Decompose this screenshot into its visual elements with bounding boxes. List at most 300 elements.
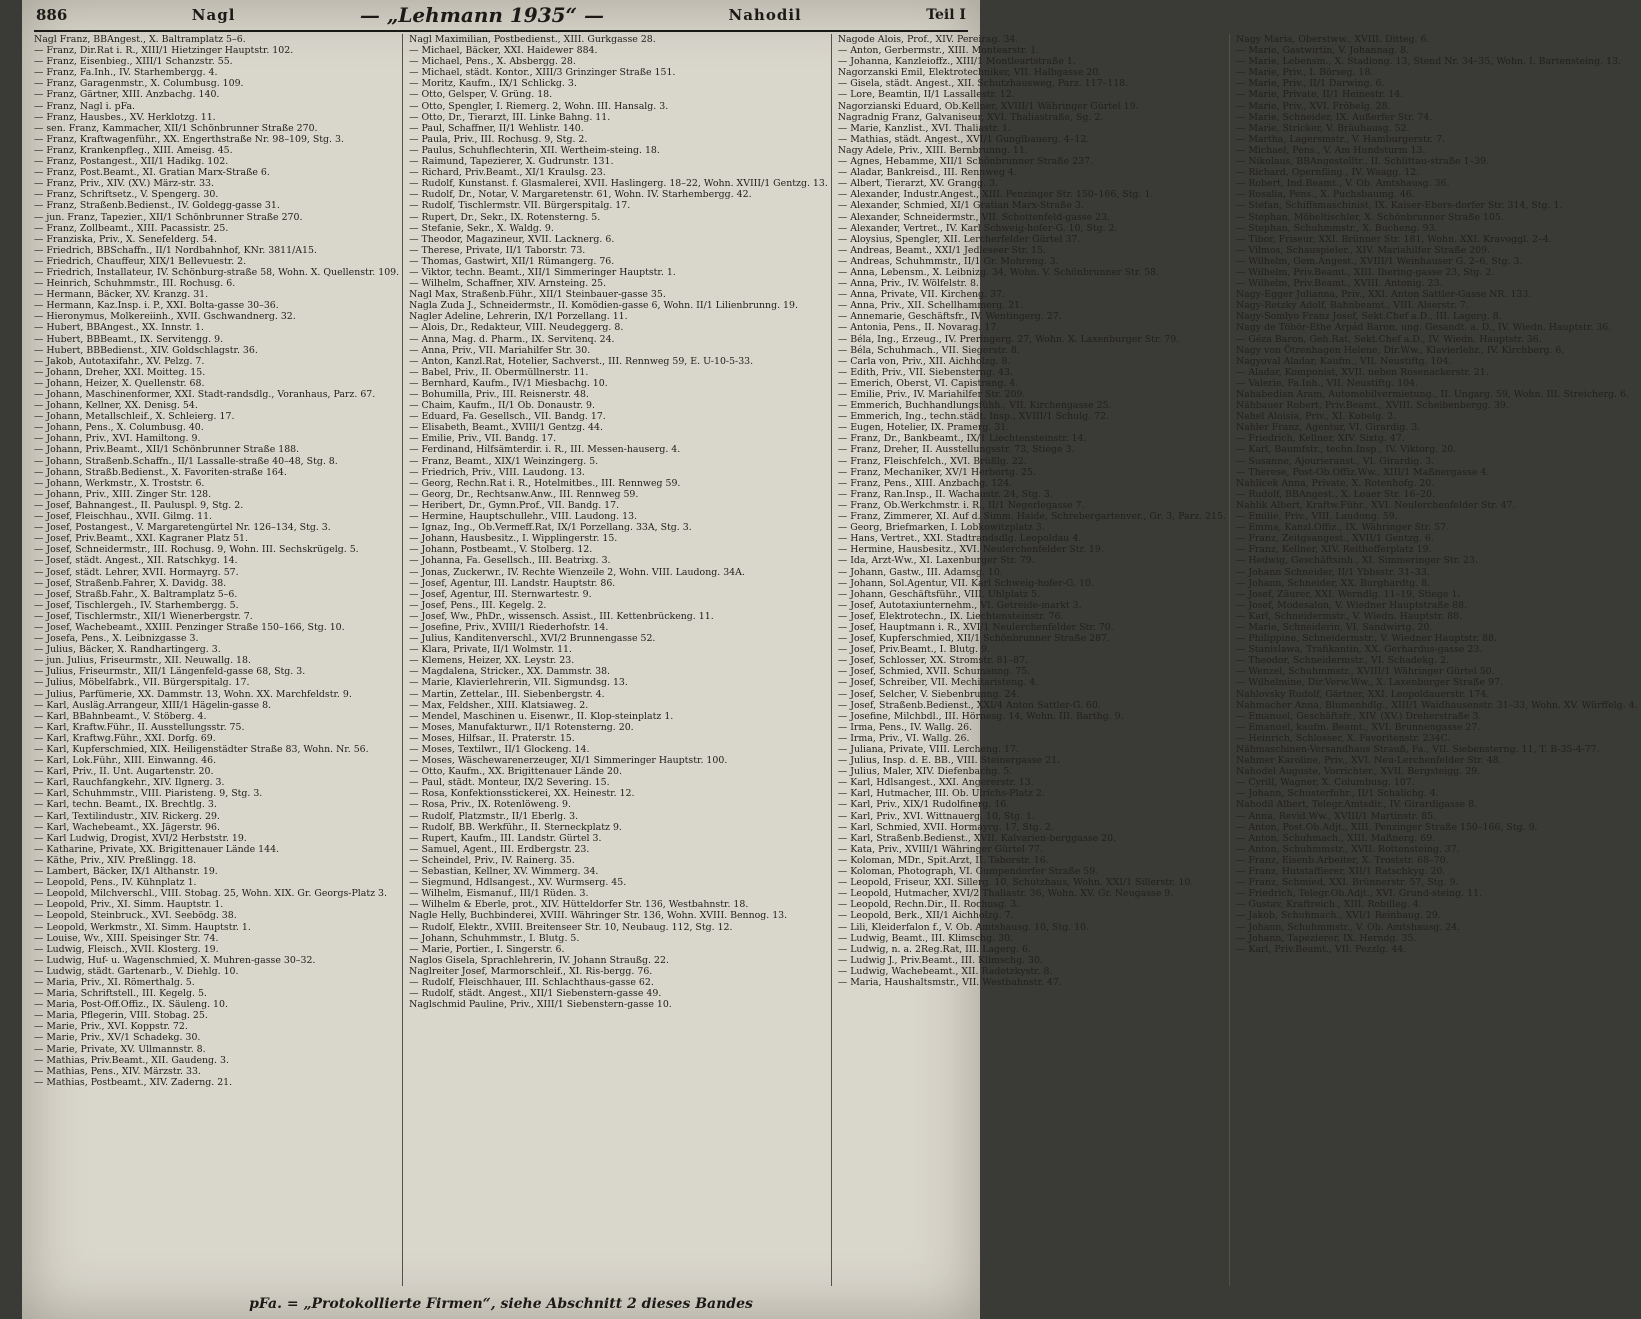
- directory-entry: — Moses, Textilwr., II/1 Glockeng. 14.: [409, 744, 590, 755]
- directory-entry: — Thomas, Gastwirt, XII/1 Rümangerg. 76.: [409, 255, 615, 267]
- directory-entry: — Josef, Priv.Beamt., XXI. Kagraner Platz 51.: [34, 533, 249, 545]
- directory-entry: — Leopold, Friseur, XXI. Sillerg. 10, Schutzhaus, Wohn. XXI/1 Sillerstr. 10.: [837, 877, 1194, 889]
- directory-entry: — Johann, Priv.Beamt., XII/1 Schönbrunner Straße 188.: [34, 444, 300, 456]
- directory-entry: — Paul, städt. Monteur, IX/2 Severing. 15.: [409, 777, 610, 789]
- directory-entry: — Franz, Postangest., XII/1 Hadikg. 102.: [34, 156, 229, 168]
- directory-entry: — Franz, Ran.Insp., II. Wachaustr. 24, Stg. 3.: [837, 488, 1053, 500]
- directory-entry: — Wilhelm, Priv.Beamt., XIII. Ihering-gasse 23, Stg. 2.: [1235, 266, 1495, 278]
- directory-entry: — Anna, Priv., IV. Wölfelstr. 8.: [837, 278, 979, 290]
- directory-entry: — Maria, Haushaltsmstr., VII. Westbahnstr. 47.: [837, 976, 1062, 988]
- directory-entry: — Karl, Lok.Führ., XIII. Einwanng. 46.: [34, 755, 217, 767]
- directory-entry: Nagle Helly, Buchbinderei, XVIII. Währinger Str. 136, Wohn. XVIII. Bennog. 13.: [409, 910, 788, 922]
- publication-title: — „Lehmann 1935“ —: [359, 3, 604, 27]
- directory-entry: — Susanne, Ajourieranst., VI. Girardig. 3.: [1235, 455, 1435, 467]
- directory-entry: — Heinrich, Schuhmmstr., III. Rochusg. 6.: [34, 278, 236, 290]
- directory-entry: — Franz, Dreher, II. Ausstellungsstr. 73, Stiege 3.: [837, 444, 1075, 456]
- directory-entry: — Julius, Kanditenverschl., XVI/2 Brunnengasse 52.: [409, 633, 656, 645]
- directory-entry: Nahler Franz, Agentur, VI. Girardig. 3.: [1235, 422, 1421, 434]
- directory-entry: — Johanna, Fa. Gesellsch., III. Beatrixg. 3.: [409, 555, 611, 567]
- directory-entry: — Ludwig, Fleisch., XVII. Klosterg. 19.: [34, 943, 219, 955]
- directory-entry: — Johann, Straßb.Bedienst., X. Favoriten-straße 164.: [34, 466, 287, 478]
- directory-entry: — Viktor, techn. Beamt., XII/1 Simmeringer Hauptstr. 1.: [409, 266, 676, 278]
- directory-entry: — Anton, Kanzl.Rat, Hotelier, Sachverst., III. Rennweg 59, E. U-10-5-33.: [409, 355, 754, 367]
- directory-entry: — Hubert, BBBedienst., XIV. Goldschlagstr. 36.: [34, 344, 258, 356]
- directory-entry: — Stefanie, Sekr., X. Waldg. 9.: [409, 222, 554, 234]
- directory-entry: — Franz, Ob.Werkchmstr. i. R., II/1 Negerlegasse 7.: [837, 499, 1085, 511]
- directory-entry: — Karl, Schuhmmstr., VIII. Piaristeng. 9, Stg. 3.: [34, 788, 263, 800]
- directory-entry: Nagl Max, Straßenb.Führ., XII/1 Steinbauer-gasse 35.: [409, 289, 666, 301]
- directory-entry: — Maria, Schriftstell., III. Kegelg. 5.: [34, 988, 207, 1000]
- directory-entry: — Leopold, Pens., IV. Kühnplatz 1.: [34, 877, 197, 889]
- directory-entry: — Josef, Kupferschmied, XII/1 Schönbrunner Straße 287.: [837, 633, 1110, 645]
- directory-entry: — Hubert, BBBeamt., IX. Servitengg. 9.: [34, 333, 224, 345]
- directory-entry: — Marie, Priv., II/1 Darwing. 6.: [1235, 78, 1385, 90]
- directory-entry: — Johann, Schusterfuhr., II/1 Schalichg. 4.: [1235, 788, 1439, 800]
- directory-entry: — Stefan, Schiffsmaschinist, IX. Kaiser-Ebers-dorfer Str. 314, Stg. 1.: [1235, 200, 1563, 212]
- directory-entry: — Julius, Maler, XIV. Diefenbachg. 5.: [837, 766, 1013, 778]
- directory-entry: — Marie, Lebensm., X. Stadiong. 13, Stend Nr. 34–35, Wohn. I. Bartensteing. 13.: [1235, 56, 1622, 68]
- directory-entry: — Wilhelm, Priv.Beamt., XVIII. Antonig. 23.: [1235, 278, 1443, 290]
- directory-entry: — Béla, Ing., Erzeug., IV. Preringerg. 27, Wohn. X. Laxenburger Str. 79.: [837, 333, 1180, 345]
- directory-entry: — Bernhard, Kaufm., IV/1 Miesbachg. 10.: [409, 377, 608, 389]
- directory-entry: — Richard, Opernfäng., IV. Waagg. 12.: [1235, 167, 1420, 179]
- directory-entry: — Emilie, Priv., IV. Mariahilfer Str. 209.: [837, 389, 1026, 400]
- directory-entry: — Rosalia, Pens., X. Puchsbaumg. 46.: [1235, 189, 1415, 201]
- directory-entry: — Sebastian, Kellner, XV. Wimmerg. 34.: [409, 866, 599, 878]
- directory-entry: — Friedrich, BBSchaffn., II/1 Nordbahnhof, KNr. 3811/A15.: [34, 244, 317, 256]
- directory-entry: — Béla, Schuhmach., VII. Siegerstr. 8.: [837, 344, 1020, 356]
- page-number: 886: [36, 6, 68, 24]
- directory-entry: — Hermann, Kaz.Insp. i. P., XXI. Bolta-gasse 30–36.: [34, 300, 279, 312]
- directory-entry: — Theodor, Schneidermstr., VI. Schadekg. 2.: [1235, 655, 1449, 667]
- directory-entry: — Wilhelm & Eberle, prot., XIV. Hütteldorfer Str. 136, Westbahnstr. 18.: [409, 899, 749, 911]
- directory-entry: — Emilie, Priv., VIII. Laudong. 59.: [1235, 511, 1398, 523]
- directory-entry: — Annemarie, Geschäftsfr., IV. Wentingerg. 27.: [837, 311, 1062, 323]
- directory-entry: — Josef, Agentur, III. Sternwartestr. 9.: [409, 588, 592, 600]
- directory-entry: Nagradnig Franz, Galvaniseur, XVI. Thaliastraße, Sg. 2.: [837, 111, 1104, 123]
- directory-entry: Nagorzianski Eduard, Ob.Kellner, XVIII/1 Währinger Gürtel 19.: [837, 100, 1139, 112]
- header-first-name: Nagl: [191, 6, 236, 24]
- directory-entry: Nagy von Ötrenhagen Helene, Dir.Ww., Klavierlehr., IV. Kirchberg. 6.: [1235, 344, 1565, 356]
- directory-entry: — Babel, Priv., II. Obermüllnerstr. 11.: [409, 366, 589, 378]
- directory-entry: Nagorzanski Emil, Elektrotechniker, VII. Halbgasse 20.: [837, 67, 1102, 79]
- directory-entry: — Leopold, Hutmacher, XVI/2 Thaliastr. 36, Wohn. XV. Gr. Neugasse 9.: [837, 888, 1174, 900]
- directory-entry: — Scheindel, Priv., IV. Rainerg. 35.: [409, 854, 575, 866]
- directory-entry: — Franz, Krankenpfleg., XIII. Ameisg. 45.: [34, 144, 233, 156]
- directory-entry: — Franz, Zollbeamt., XIII. Pacassistr. 25.: [34, 222, 229, 234]
- directory-entry: — Agnes, Hebamme, XII/1 Schönbrunner Straße 237.: [837, 156, 1094, 168]
- directory-entry: — Samuel, Agent., III. Erdbergstr. 23.: [409, 843, 590, 855]
- directory-entry: — Therese, Private, II/1 Taborstr. 73.: [409, 244, 586, 256]
- directory-entry: — Juliana, Private, VIII. Lercheng. 17.: [837, 744, 1019, 755]
- directory-entry: — Jonas, Zuckerwr., IV. Rechte Wienzeile 2, Wohn. VIII. Laudong. 34A.: [409, 566, 745, 578]
- directory-entry: — Otto, Dr., Tierarzt, III. Linke Bahng. 11.: [409, 111, 611, 123]
- directory-entry: — Marie, Private, II/1 Heinestr. 14.: [1235, 89, 1404, 101]
- directory-entry: — Emanuel, Geschäftsfr., XIV. (XV.) Dreherstraße 3.: [1235, 710, 1482, 722]
- directory-entry: Nahlik Albert, Kraftw.Führ., XVI. Neulerchenfelder Str. 47.: [1235, 499, 1516, 511]
- directory-entry: — Michael, städt. Kontor., XIII/3 Grinzinger Straße 151.: [409, 67, 676, 79]
- directory-entry: — Johann, Priv., XIII. Zinger Str. 128.: [34, 488, 212, 500]
- directory-entry: — Josef, Tischlergeh., IV. Starhembergg. 5.: [34, 599, 239, 611]
- directory-entry: — Moses, Manufakturwr., II/1 Rotensterng. 20.: [409, 721, 634, 733]
- directory-entry: — Karl, Priv., II. Unt. Augartenstr. 20.: [34, 766, 214, 778]
- directory-entry: Nagy-Egger Julianna, Priv., XXI. Anton Sattler-Gasse NR. 133.: [1235, 289, 1532, 301]
- directory-entry: — Martha, Lagersmstr., V. Hamburgerstr. 7.: [1235, 133, 1446, 145]
- directory-entry: — Karl, Schneidermstr., V. Wiedn. Hauptstr. 88.: [1235, 610, 1463, 622]
- directory-entry: — Marie, Schneiderin, VI. Sandwirtg. 20.: [1235, 621, 1433, 633]
- directory-entry: — Klemens, Heizer, XX. Leystr. 23.: [409, 655, 575, 667]
- directory-entry: — Rosa, Konfektionsstickerei, XX. Heinestr. 12.: [409, 788, 635, 800]
- directory-entry: — Michael, Pens., V. Am Hundsturm 13.: [1235, 144, 1426, 156]
- directory-entry: — Johann, Tapezierer, IX. Herndg. 35.: [1235, 932, 1417, 944]
- directory-entry: — Josef, Schlosser, XX. Stromstr. 81–87.: [837, 655, 1029, 667]
- directory-entry: Nagler Adeline, Lehrerin, IX/1 Porzellang. 11.: [409, 311, 628, 323]
- directory-entry: — Marie, Schneider, IX. Außerfer Str. 74.: [1235, 111, 1433, 123]
- directory-entry: — Franz, Hutstaffierer, XII/1 Ratschkyg. 20.: [1235, 866, 1446, 878]
- directory-entry: — Magdalena, Stricker., XX. Dammstr. 38.: [409, 666, 611, 678]
- volume-part: Teil I: [926, 7, 966, 23]
- directory-entry: — Franz, Zeitgsangest., XVII/1 Gentzg. 6.: [1235, 533, 1434, 545]
- directory-entry: — Franz, Pens., XIII. Anzbachg. 124.: [837, 477, 1013, 489]
- directory-entry: — Wilhelm, Gem.Angest., XVIII/1 Weinhauser G. 2–6, Stg. 3.: [1235, 255, 1523, 267]
- directory-entry: — Julius, Insp. d. E. BB., VIII. Steinergasse 21.: [837, 755, 1061, 767]
- directory-entry: — Jakob, Autotaxifahr., XV. Pelzg. 7.: [34, 355, 205, 367]
- directory-entry: — Julius, Bäcker, X. Randhartingerg. 3.: [34, 644, 221, 656]
- directory-entry: — Anton, Schuhmmstr., XVII. Rottensteing. 37.: [1235, 843, 1460, 855]
- directory-entry: — Johann, Postbeamt., V. Stolberg. 12.: [409, 544, 593, 556]
- directory-entry: — Michael, Bäcker, XXI. Haidewег 884.: [409, 45, 598, 57]
- directory-entry: — Paula, Priv., III. Rochusg. 9, Stg. 2.: [409, 133, 588, 145]
- directory-entry: — Rudolf, BB. Werkführ., II. Sterneckplatz 9.: [409, 821, 622, 833]
- directory-entry: — Albert, Tierarzt, XV. Grangg. 3.: [837, 178, 999, 190]
- directory-entry: Nahabedian Aram, Automobilvermietung., II. Ungarg. 59, Wohn. III. Streicherg. 6.: [1235, 389, 1629, 400]
- directory-entry: — Aladar, Komponist, XVII. neben Rosenackerstr. 21.: [1235, 366, 1489, 378]
- directory-entry: — Josef, Postangest., V. Margaretengürtel Nr. 126–134, Stg. 3.: [34, 522, 331, 534]
- directory-entry: — Johann, Schuhmmstr., I. Blutg. 5.: [409, 932, 580, 944]
- directory-entry: — Rudolf, Kunstanst. f. Glasmalerei, XVII. Haslingerg. 18–22, Wohn. XVIII/1 Gentzg. 13.: [409, 178, 828, 190]
- directory-entry: — Marie, Priv., XVI. Koppstr. 72.: [34, 1021, 188, 1033]
- directory-entry: — Carla von, Priv., XII. Aichholzg. 8.: [837, 355, 1011, 367]
- directory-entry: — Theodor, Magazineur, XVII. Lacknerg. 6.: [409, 233, 615, 245]
- directory-entry: — Franz, Nagl i. pFa.: [34, 100, 136, 112]
- directory-entry: — Hubert, BBAngest., XX. Innstr. 1.: [34, 322, 205, 334]
- column-4: [1236, 34, 1641, 1286]
- directory-entry: — Stephan, Möbeltischler, X. Schönbrunner Straße 105.: [1235, 211, 1504, 223]
- directory-entry: Nahodel Auguste, Vorrichter., XVII. Bergsteigg. 29.: [1235, 766, 1481, 778]
- directory-entry: — Andreas, Schuhmmstr., II/1 Gr. Mohreng. 3.: [837, 255, 1059, 267]
- directory-entry: — Josefine, Milchbdl., III. Hörnesg. 14, Wohn. III. Barthg. 9.: [837, 710, 1124, 722]
- directory-entry: — Max, Feldsher., XIII. Klatsiaweg. 2.: [409, 699, 589, 711]
- directory-entry: — Heinrich, Schlosser, X. Favoritenstr. 234C.: [1235, 732, 1451, 744]
- column-1: [34, 34, 403, 1286]
- directory-entry: — Franz, Zimmerer, XI. Auf d. Simm. Haide, Schrebergartenver., Gr. 3, Parz. 215.: [837, 511, 1226, 523]
- directory-entry: Nagyoval Aladar, Kaufm., VII. Neustiftg. 104.: [1235, 355, 1452, 367]
- directory-entry: — Edith, Priv., VII. Siebensterng. 43.: [837, 366, 1013, 378]
- directory-entry: — Alexander, Schneidermstr., VII. Schottenfeld-gasse 23.: [837, 211, 1111, 223]
- directory-entry: — Julius, Parfümerie, XX. Dammstr. 13, Wohn. XX. Marchfeldstr. 9.: [34, 688, 352, 700]
- directory-entry: — Johanna, Kanzleioffz., XIII/1 Montleartstraße 1.: [837, 56, 1076, 68]
- column-3: [838, 34, 1230, 1286]
- directory-entry: — Franz, Hausbes., XV. Herklotzg. 11.: [34, 111, 216, 123]
- directory-entry: — Anton, Schuhmach., XIII. Maßnerg. 69.: [1235, 832, 1436, 844]
- directory-entry: — Wilhelmine, Dir.Verw.Ww., X. Laxenburger Straße 97.: [1235, 677, 1503, 689]
- directory-entry: Nagla Zuda J., Schneidermstr., II. Komödien-gasse 6, Wohn. II/1 Lilienbrunng. 19.: [409, 300, 798, 312]
- directory-entry: Nagode Alois, Prof., XIV. Pereirag. 34.: [837, 34, 1019, 45]
- directory-entry: — Franz, Schriftsetz., V. Spengerg. 30.: [34, 189, 219, 201]
- directory-entry: Nagl Maximilian, Postbedienst., XIII. Gurkgasse 28.: [409, 34, 656, 45]
- directory-entry: — Josef, Fleischhau., XVII. Gilmg. 11.: [34, 511, 213, 523]
- directory-entry: — Karl, Priv., XIX/1 Rudolfinerg. 16.: [837, 799, 1010, 811]
- directory-entry: — Valerie, Fa.Inh., VII. Neustiftg. 104.: [1235, 377, 1419, 389]
- directory-entry: — Friedrich, Telegr.Ob.Adjt., XVI. Grund-steing. 11.: [1235, 888, 1483, 900]
- directory-entry: Nagy-Somlyo Franz Josef, Sekt.Chef a.D., III. Lagerg. 8.: [1235, 311, 1502, 323]
- directory-entry: — Ida, Arzt-Ww., XI. Laxenburger Str. 79.: [837, 555, 1035, 567]
- directory-entry: — Moritz, Kaufm., IX/1 Schlickg. 3.: [409, 78, 577, 90]
- directory-entry: — Georg, Dr., Rechtsanw.Anw., III. Rennweg 59.: [409, 488, 639, 500]
- directory-entry: — Josef, Schmied, XVII. Schumanng. 75.: [837, 666, 1031, 678]
- directory-entry: — Hieronymus, Molkereiinh., XVII. Gschwandnerg. 32.: [34, 311, 296, 323]
- directory-entry: — Hermann, Bäcker, XV. Kranzg. 31.: [34, 289, 209, 301]
- directory-entry: — Tibor, Friseur, XXI. Brünner Str. 181, Wohn. XXI. Kravoggl. 2–4.: [1235, 233, 1552, 245]
- directory-entry: — Irma, Pens., IV. Wallg. 26.: [837, 721, 973, 733]
- directory-entry: Naglreiter Josef, Marmorschleif., XI. Ris-bergg. 76.: [409, 965, 653, 977]
- directory-entry: — Rudolf, Platzmstr., II/1 Eberlg. 3.: [409, 810, 579, 822]
- directory-entry: — Karl, Priv.Beamt., VII. Pezzlg. 44.: [1235, 943, 1407, 955]
- directory-entry: — Katharine, Private, XX. Brigittenauer Lände 144.: [34, 843, 280, 855]
- directory-entry: — Johann, Schuhmmstr., V. Ob. Amtshausg. 24.: [1235, 921, 1461, 933]
- directory-entry: — Franz, Eisenbieg., XIII/1 Schanzstr. 55.: [34, 56, 233, 68]
- directory-entry: — Leopold, Werkmstr., XI. Simm. Hauptstr. 1.: [34, 921, 251, 933]
- directory-entry: — Maria, Post-Off.Offiz., IX. Säuleng. 10.: [34, 999, 228, 1011]
- directory-entry: — Ludwig J., Priv.Beamt., III. Klimschg. 30.: [837, 954, 1043, 966]
- directory-entry: — Nikolaus, BBAngestelltr., II. Schlittau-straße 1–39.: [1235, 156, 1490, 168]
- directory-entry: — Karl, Schmied, XVII. Hormayrg. 17, Stg. 2.: [837, 821, 1054, 833]
- directory-entry: — Ludwig, Beamt., III. Klimschg. 30.: [837, 932, 1014, 944]
- directory-entry: — Ludwig, n. a. 2Reg.Rat, III. Lagerg. 6.: [837, 943, 1031, 955]
- directory-entry: Nagy Maria, Oberstww., XVIII. Ditteg. 6.: [1235, 34, 1430, 45]
- directory-entry: — Johann, Priv., XVI. Hamiltong. 9.: [34, 433, 201, 445]
- directory-entry: — Marie, Private, XV. Ullmannstr. 8.: [34, 1043, 206, 1055]
- directory-entry: — Hermine, Hauptschullehr., VIII. Laudong. 13.: [409, 511, 638, 523]
- directory-entry: — Marie, Stricker, V. Bräuhausg. 52.: [1235, 122, 1410, 134]
- directory-entry: — Friedrich, Chauffeur, XIX/1 Bellevuestr. 2.: [34, 255, 247, 267]
- directory-entry: — Gustav, Kraftreich., XIII. Robilleg. 4.: [1235, 899, 1422, 911]
- directory-entry: — Ignaz, Ing., Ob.Vermeff.Rat, IX/1 Porzellang. 33A, Stg. 3.: [409, 522, 692, 534]
- directory-entry: — Ferdinand, Hilfsämterdir. i. R., III. Messen-hauserg. 4.: [409, 444, 681, 456]
- directory-entry: — Josef, Selcher, V. Siebenbrunng. 24.: [837, 688, 1020, 700]
- directory-entry: Nahlovsky Rudolf, Gärtner, XXI. Leopoldauerstr. 174.: [1235, 688, 1490, 700]
- directory-entry: — Josef, Schreiber, VII. Mechitaristeng. 4.: [837, 677, 1039, 689]
- directory-entry: — Josef, Straßenb.Bedienst., XXI/4 Anton Sattler-G. 60.: [837, 699, 1101, 711]
- directory-entry: — Alexander, Schmied, XI/1 Gratian Marx-Straße 3.: [837, 200, 1084, 212]
- directory-entry: — Karl, Straßenb.Bedienst., XVII. Kalvarien-berggasse 20.: [837, 832, 1117, 844]
- directory-entry: — Josef, städt. Angest., XII. Ratschkyg. 14.: [34, 555, 238, 567]
- directory-entry: — Martin, Zettelar., III. Siebenbergstr. 4.: [409, 688, 605, 700]
- directory-entry: — Emmerich, Buchhandlungsfühh., VII. Kirchengasse 25.: [837, 400, 1112, 412]
- directory-entry: — Franz, Post.Beamt., XI. Gratian Marx-Straße 6.: [34, 167, 270, 179]
- directory-entry: — Käthe, Priv., XIV. Preßlingg. 18.: [34, 854, 197, 866]
- directory-entry: — Franz, Priv., XIV. (XV.) März-str. 33.: [34, 178, 214, 190]
- directory-entry: — Alexander, Vertret., IV. Karl Schweig-hofer-G. 10, Stg. 2.: [837, 222, 1118, 234]
- directory-entry: — Marie, Priv., XVI. Fröbelg. 28.: [1235, 100, 1391, 112]
- directory-entry: — Johann, Schneider, XX. Burghardtg. 8.: [1235, 577, 1431, 589]
- directory-entry: — Andreas, Beamt., XXI/1 Jedleseer Str. 15.: [837, 244, 1046, 256]
- directory-entry: — Josef, Hauptmann i. R., XVI/1 Neulerchenfelder Str. 70.: [837, 621, 1114, 633]
- directory-entry: — Marie, Priv., XV/1 Schadekg. 30.: [34, 1032, 201, 1044]
- directory-entry: — Josef, Elektrotechn., IX. Liechtensteinstr. 76.: [837, 610, 1064, 622]
- directory-entry: — Maria, Priv., XI. Römerthalg. 5.: [34, 976, 195, 988]
- directory-entry: — Franz, Eisenb.Arbeiter, X. Troststr. 68–70.: [1235, 854, 1449, 866]
- directory-entry: — Johann, Metallschleif., X. Schleierg. 17.: [34, 411, 235, 423]
- directory-entry: — Anna, Priv., XII. Schellhammerg. 21.: [837, 300, 1024, 312]
- directory-entry: — Karl, BBahnbeamt., V. Stöberg. 4.: [34, 710, 207, 722]
- directory-entry: — Franz, Kellner, XIV. Reithofferplatz 19.: [1235, 544, 1432, 556]
- directory-entry: — Franz, Garagenmstr., X. Columbusg. 109.: [34, 78, 244, 90]
- directory-entry: Nagl Franz, BBAngest., X. Baltramplatz 5–6.: [34, 34, 246, 45]
- directory-entry: — Otto, Kaufm., XX. Brigittenauer Lände 20.: [409, 766, 622, 778]
- directory-entry: — Lambert, Bäcker, IX/1 Althanstr. 19.: [34, 866, 218, 878]
- directory-entry: — Moses, Wäschewarenerzeuger, XI/1 Simmeringer Hauptstr. 100.: [409, 755, 728, 767]
- directory-entry: — Otto, Gelsper, V. Grüng. 18.: [409, 89, 553, 101]
- directory-entry: Nähmaschinen-Versandhaus Strauß, Fa., VII. Siebensterng. 11, T. B-35-4-77.: [1235, 744, 1600, 755]
- directory-entry: — Johann, Straßenb.Schaffn., II/1 Lassalle-straße 40–48, Stg. 8.: [34, 455, 338, 467]
- directory-entry: — Antonia, Pens., II. Novarag. 17.: [837, 322, 1000, 334]
- directory-entry: — Michael, Pens., X. Absbergg. 28.: [409, 56, 576, 68]
- directory-entry: — Rupert, Kaufm., III. Landstr. Gürtel 3.: [409, 832, 602, 844]
- directory-entry: — Georg, Rechn.Rat i. R., Hotelmitbes., III. Rennweg 59.: [409, 477, 681, 489]
- directory-entry: — Stanislawa, Trafikantin, XX. Gerhardus-gasse 23.: [1235, 644, 1483, 656]
- directory-entry: — Josef, Tischlermstr., XII/1 Wienerbergstr. 7.: [34, 610, 253, 622]
- directory-entry: — Julius, Möbelfabrk., VII. Bürgerspitalg. 17.: [34, 677, 250, 689]
- directory-entry: — Raimund, Tapezierer, X. Gudrunstr. 131.: [409, 156, 614, 168]
- directory-entry: — Rudolf, Fleischhauer, III. Schlachthaus-gasse 62.: [409, 976, 654, 988]
- directory-entry: — Josef, Autotaxiunternehm., VI. Getreide-markt 3.: [837, 599, 1082, 611]
- directory-entry: — Karl, Kraftwg.Führ., XXI. Dorfg. 69.: [34, 732, 216, 744]
- directory-entry: — Anna, Lebensm., X. Leibnizg. 34, Wohn. V. Schönbrunner Str. 58.: [837, 266, 1160, 278]
- directory-entry: — Emanuel, kaufm. Beamt., XVI. Brunnengasse 27.: [1235, 721, 1481, 733]
- directory-entry: — sen. Franz, Kammacher, XII/1 Schönbrunner Straße 270.: [34, 122, 318, 134]
- directory-entry: — Leopold, Berk., XII/1 Aichholzg. 7.: [837, 910, 1014, 922]
- header-rule: [34, 30, 968, 32]
- directory-entry: — Josef, Ww., PhDr., wissensch. Assist., III. Kettenbrückeng. 11.: [409, 610, 714, 622]
- directory-entry: — Karl, techn. Beamt., IX. Brechtlg. 3.: [34, 799, 217, 811]
- directory-entry: Nahlicek Anna, Private, X. Rotenhofg. 20.: [1235, 477, 1435, 489]
- directory-entry: — Aloysius, Spengler, XII. Lercherfelder Gürtel 37.: [837, 233, 1081, 245]
- directory-entry: — Hedwig, Geschäftsinh., XI. Simmeringer Str. 23.: [1235, 555, 1478, 567]
- column-2: [409, 34, 832, 1286]
- directory-entry: — Wilhelm, Eismanuf., III/1 Rüden. 3.: [409, 888, 589, 900]
- directory-entry: — Josef, Modesalon, V. Wiedner Hauptstraße 88.: [1235, 599, 1468, 611]
- directory-entry: — Hermine, Hausbesitz., XVI. Neulerchenfelder Str. 19.: [837, 544, 1104, 556]
- directory-entry: — Rudolf, Elektr., XVIII. Breitenseer Str. 10, Neubaug. 112, Stg. 12.: [409, 921, 733, 933]
- directory-entry: — Gisela, städt. Angest., XII. Schutzhausweg, Parz. 117–118.: [837, 78, 1129, 90]
- directory-entry: — Ludwig, Huf- u. Wagenschmied, X. Muhren-gasse 30–32.: [34, 954, 316, 966]
- directory-entry: — Hans, Vertret., XXI. Stadtrandsdlg. Leopoldau 4.: [837, 533, 1082, 545]
- directory-entry: Nahel Aloisia, Priv., XI. Kobelg. 2.: [1235, 411, 1397, 423]
- directory-entry: — Louise, Wv., XIII. Speisinger Str. 74.: [34, 932, 219, 944]
- directory-entry: — Leopold, Milchverschl., VIII. Stobag. 25, Wohn. XIX. Gr. Georgs-Platz 3.: [34, 888, 388, 900]
- directory-entry: — Franz, Fleischfelch., XVI. Brüßlg. 22.: [837, 455, 1027, 467]
- directory-entry: — Marie, Klavierlehrerin, VII. Sigmundsg. 13.: [409, 677, 628, 689]
- directory-entry: — Koloman, MDr., Spit.Arzt, II. Taborstr. 16.: [837, 854, 1049, 866]
- directory-entry: — Emmerich, Ing., techn.städt. Insp., XVIII/1 Schulg. 72.: [837, 411, 1110, 423]
- directory-columns: [34, 34, 1638, 1286]
- directory-entry: — Johann, Sol.Agentur, VII. Karl Schweig-hofer-G. 10.: [837, 577, 1094, 589]
- directory-entry: — Ludwig, städt. Gartenarb., V. Diehlg. 10.: [34, 965, 239, 977]
- directory-entry: — Karl, Kraftw.Führ., II. Ausstellungsstr. 75.: [34, 721, 245, 733]
- directory-entry: — Josef, Zäurer, XXI. Werndlg. 11–19, Stiege 1.: [1235, 588, 1461, 600]
- directory-entry: — Karl Ludwig, Drogist, XVI/2 Herbststr. 19.: [34, 832, 247, 844]
- directory-entry: — Josef, Priv.Beamt., I. Blutg. 9.: [837, 644, 990, 656]
- directory-entry: — Lore, Beamtin, II/1 Lassallestr. 12.: [837, 89, 1015, 101]
- directory-entry: Naglos Gisela, Sprachlehrerin, IV. Johann Straußg. 22.: [409, 954, 669, 966]
- directory-entry: — Josef, Straßb.Fahr., X. Baltramplatz 5–6.: [34, 588, 238, 600]
- directory-entry: — Franz, Dr., Bankbeamt., IX/1 Liechtensteinstr. 14.: [837, 433, 1087, 445]
- directory-entry: — Emma, Kanzl.Offiz., IX. Währinger Str. 57.: [1235, 522, 1450, 534]
- directory-entry: — Friedrich, Installateur, IV. Schönburg-straße 58, Wohn. X. Quellenstr. 109.: [34, 266, 400, 278]
- directory-entry: — Mathias, Priv.Beamt., XII. Gaudeng. 3.: [34, 1054, 229, 1066]
- directory-entry: — Anna, Revid.Ww., XVIII/1 Martinstr. 85.: [1235, 810, 1437, 822]
- directory-entry: — Rudolf, Dr., Notar, V. Margaretenstr. 61, Wohn. IV. Starhembergg. 42.: [409, 189, 752, 201]
- directory-entry: — Paul, Schaffner, II/1 Wehlistr. 140.: [409, 122, 584, 134]
- directory-entry: — Ludwig, Wachebeamt., XII. Radetzkystr. 8.: [837, 965, 1053, 977]
- directory-entry: — Josef, Schneidermstr., III. Rochusg. 9, Wohn. III. Sechskrügelg. 5.: [34, 544, 359, 556]
- directory-entry: — Franz, Fa.Inh., IV. Starhembergg. 4.: [34, 67, 218, 79]
- directory-entry: — Wenzel, Schuhmmstr., XVIII/1 Währinger Gürtel 50.: [1235, 666, 1495, 678]
- header-last-name: Nahodil: [728, 6, 802, 24]
- directory-entry: — Julius, Friseurmstr., XII/1 Längenfeld-gasse 68, Stg. 3.: [34, 666, 306, 678]
- directory-entry: Nahmer Karoline, Priv., XVI. Neu-Lerchenfelder Str. 48.: [1235, 755, 1502, 767]
- directory-page: [22, 0, 1638, 1319]
- directory-entry: — Eduard, Fa. Gesellsch., VII. Bandg. 17.: [409, 411, 606, 423]
- directory-entry: — Anton, Gerbermstr., XIII. Montearstr. 1.: [837, 45, 1040, 57]
- directory-entry: — Josef, Wachebeamt., XXIII. Penzinger Straße 150–166, Stg. 10.: [34, 621, 345, 633]
- directory-entry: — Josef, städt. Lehrer, XVII. Hormayrg. 57.: [34, 566, 239, 578]
- directory-entry: — Emerich, Oberst, VI. Capistrang. 4.: [837, 377, 1019, 389]
- directory-entry: — Friedrich, Kellner, XIV. Sixtg. 47.: [1235, 433, 1405, 445]
- directory-entry: — Rudolf, Tischlermstr. VII. Bürgerspitalg. 17.: [409, 200, 631, 212]
- directory-entry: — Johann, Geschäftsführ., VIII. Uhlplatz 5.: [837, 588, 1040, 600]
- directory-entry: — Anna, Mag. d. Pharm., IX. Servitenq. 24.: [409, 333, 615, 345]
- directory-entry: — Anna, Private, VII. Kircheng. 37.: [837, 289, 1005, 301]
- directory-entry: — Johann Schneider, II/1 Ybbsstr. 31–33.: [1235, 566, 1430, 578]
- directory-entry: — Karl, Rauchfangkehr., XIV. Ilgnerg. 3.: [34, 777, 225, 789]
- directory-entry: — jun. Julius, Friseurmstr., XII. Neuwallg. 18.: [34, 655, 251, 667]
- directory-entry: — Leopold, Steinbruck., XVI. Seebödg. 38.: [34, 910, 237, 922]
- directory-entry: — Géza Baron, Geh.Rat, Sekt.Chef a.D., IV. Wiedn. Hauptstr. 36.: [1235, 333, 1542, 345]
- directory-entry: — Marie, Kanzlist., XVI. Thaliastr. 1.: [837, 122, 1011, 134]
- directory-entry: — Franz, Schmied, XXI. Brünnerstr. 57, Stg. 9.: [1235, 877, 1459, 889]
- directory-entry: — Franziska, Priv., X. Senefelderg. 54.: [34, 233, 217, 245]
- directory-entry: — Vilmos, Schauspieler., XIV. Mariahilfer Straße 209.: [1235, 244, 1491, 256]
- directory-entry: — Moses, Hilfsar., II. Praterstr. 15.: [409, 732, 575, 744]
- directory-entry: — Franz, Mechaniker, XV/1 Herbortg. 25.: [837, 466, 1036, 478]
- directory-entry: — Eugen, Hotelier, IX. Pramerg. 31.: [837, 422, 1010, 434]
- directory-entry: — Franz, Kraftwagenführ., XX. Engerthstraße Nr. 98–109, Stg. 3.: [34, 133, 344, 145]
- directory-entry: — Franz, Dir.Rat i. R., XIII/1 Hietzinger Hauptstr. 102.: [34, 45, 294, 57]
- directory-entry: Nähbauer Robert, Priv.Beamt., XVIII. Scheibenbergg. 39.: [1235, 400, 1509, 412]
- directory-entry: Nahodil Albert, Telegr.Amtsdir., IV. Girardigasse 8.: [1235, 799, 1478, 811]
- directory-entry: — Alois, Dr., Redakteur, VIII. Neudeggerg. 8.: [409, 322, 624, 334]
- directory-entry: — Rupert, Dr., Sekr., IX. Rotensterng. 5.: [409, 211, 601, 223]
- directory-entry: — Karl, Ausläg.Arrangeur, XIII/1 Hägelin-gasse 8.: [34, 699, 272, 711]
- directory-entry: — Karl, Hutmacher, III. Ob. Ulrichs-Platz 2.: [837, 788, 1045, 800]
- directory-entry: — Friedrich, Priv., VIII. Laudong. 13.: [409, 466, 585, 478]
- directory-entry: — Klara, Private, II/1 Wolmstr. 11.: [409, 644, 572, 656]
- directory-entry: — Karl, Priv., XVI. Wittnauerg. 10, Stg. 1.: [837, 810, 1035, 822]
- directory-entry: — Wilhelm, Schaffner, XIV. Arnsteing. 25.: [409, 278, 607, 290]
- directory-entry: — Mathias, Postbeamt., XIV. Zaderng. 21.: [34, 1076, 233, 1088]
